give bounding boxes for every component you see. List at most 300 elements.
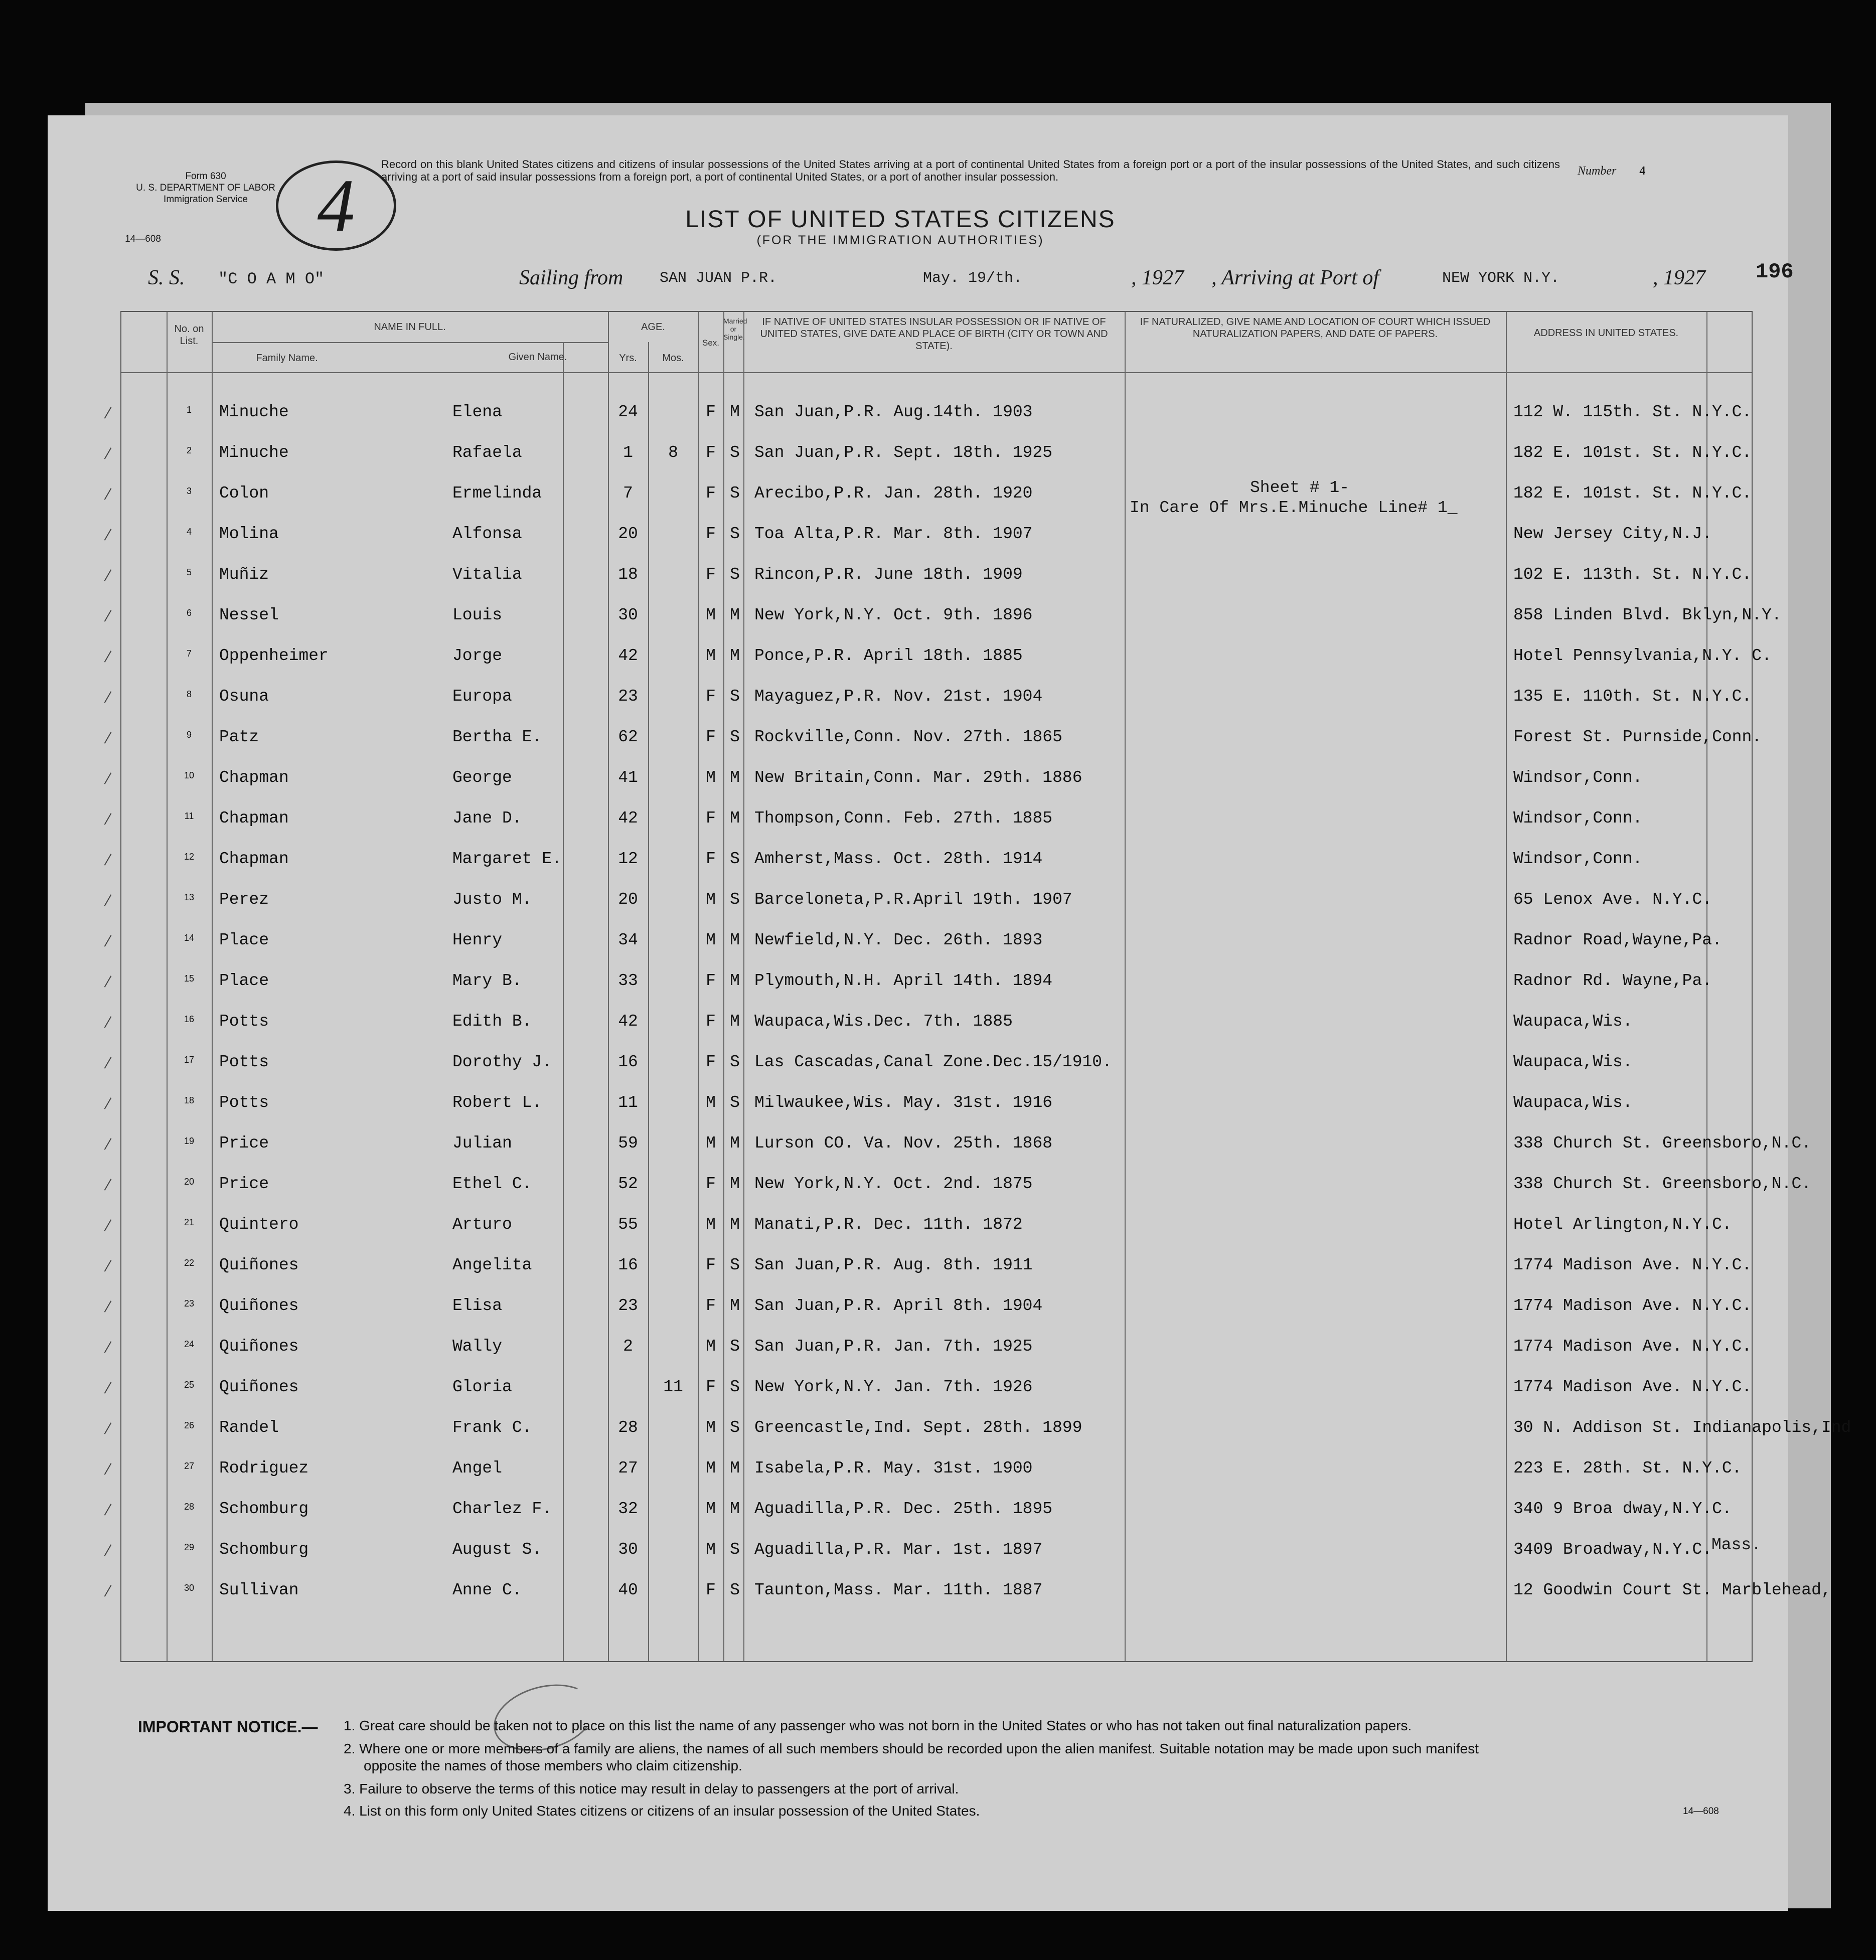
age-years: 20 <box>618 525 638 543</box>
row-number: 12 <box>184 852 195 862</box>
us-address: Windsor,Conn. <box>1513 768 1643 787</box>
age-years: 16 <box>618 1053 638 1071</box>
check-mark <box>104 935 112 947</box>
sex: F <box>706 1378 716 1396</box>
sex: F <box>706 565 716 584</box>
age-years: 18 <box>618 565 638 584</box>
age-years: 20 <box>618 890 638 909</box>
given-name: Arturo <box>452 1215 512 1234</box>
family-name: Schomburg <box>219 1540 309 1559</box>
row-number: 29 <box>184 1542 195 1552</box>
marital-status: S <box>730 1418 740 1437</box>
table-row <box>121 552 1752 592</box>
row-number: 25 <box>184 1380 195 1390</box>
row-number: 6 <box>186 608 192 618</box>
us-address: 112 W. 115th. St. N.Y.C. <box>1513 403 1752 421</box>
col-naturalized: IF NATURALIZED, GIVE NAME AND LOCATION OF COURT WHICH ISSUED NATURALIZATION PAPERS, AND DATE OF PAPERS. <box>1140 316 1491 340</box>
birth-place-date: Aguadilla,P.R. Mar. 1st. 1897 <box>754 1540 1043 1559</box>
check-mark <box>104 650 112 663</box>
birth-place-date: Amherst,Mass. Oct. 28th. 1914 <box>754 850 1043 868</box>
age-years: 59 <box>618 1134 638 1153</box>
given-name: Edith B. <box>452 1012 532 1031</box>
circled-number: 4 <box>276 160 396 251</box>
arriving-year: , 1927 <box>1653 266 1705 289</box>
given-name: Frank C. <box>452 1418 532 1437</box>
check-mark <box>104 569 112 581</box>
row-number: 20 <box>184 1177 195 1187</box>
birth-place-date: New York,N.Y. Jan. 7th. 1926 <box>754 1378 1033 1396</box>
marital-status: M <box>730 931 740 949</box>
row-number: 7 <box>186 648 192 659</box>
family-name: Colon <box>219 484 269 503</box>
sex: F <box>706 971 716 990</box>
table-row <box>121 593 1782 633</box>
given-name: Angel <box>452 1459 503 1478</box>
service: Immigration Service <box>164 194 248 205</box>
given-name: Jane D. <box>452 809 522 828</box>
family-name: Chapman <box>219 809 289 828</box>
given-name: Louis <box>452 606 503 624</box>
table-row <box>121 1527 1752 1567</box>
check-mark <box>104 813 112 825</box>
marital-status: M <box>730 768 740 787</box>
us-address: 338 Church St. Greensboro,N.C. <box>1513 1175 1812 1193</box>
sex: F <box>706 687 716 706</box>
us-address: 1774 Madison Ave. N.Y.C. <box>1513 1337 1752 1356</box>
table-row <box>121 1162 1812 1202</box>
given-name: August S. <box>452 1540 542 1559</box>
given-name: Rafaela <box>452 443 522 462</box>
department: U. S. DEPARTMENT OF LABOR <box>136 183 275 193</box>
birth-place-date: Thompson,Conn. Feb. 27th. 1885 <box>754 809 1053 828</box>
row-number: 5 <box>186 567 192 577</box>
given-name: Anne C. <box>452 1581 522 1599</box>
table-row <box>121 390 1752 430</box>
birth-place-date: San Juan,P.R. April 8th. 1904 <box>754 1296 1043 1315</box>
birth-place-date: Milwaukee,Wis. May. 31st. 1916 <box>754 1093 1053 1112</box>
table-row <box>121 1365 1752 1405</box>
col-mos: Mos. <box>662 353 684 364</box>
marital-status: S <box>730 1337 740 1356</box>
given-name: Justo M. <box>452 890 532 909</box>
marital-status: S <box>730 890 740 909</box>
voyage-line <box>148 260 1803 296</box>
arriving-port: NEW YORK N.Y. <box>1442 270 1560 287</box>
given-name: Ethel C. <box>452 1175 532 1193</box>
given-name: Bertha E. <box>452 728 542 746</box>
row-number: 9 <box>186 730 192 740</box>
given-name: Charlez F. <box>452 1500 552 1518</box>
marital-status: M <box>730 1215 740 1234</box>
family-name: Perez <box>219 890 269 909</box>
marital-status: M <box>730 1459 740 1478</box>
given-name: Elisa <box>452 1296 503 1315</box>
row-number: 15 <box>184 973 195 984</box>
page-number: 196 <box>1756 260 1794 284</box>
family-name: Patz <box>219 728 259 746</box>
given-name: Wally <box>452 1337 503 1356</box>
marital-status: S <box>730 565 740 584</box>
age-years: 42 <box>618 809 638 828</box>
given-name: Robert L. <box>452 1093 542 1112</box>
marital-status: M <box>730 606 740 624</box>
row-number: 8 <box>186 689 192 699</box>
birth-place-date: Toa Alta,P.R. Mar. 8th. 1907 <box>754 525 1033 543</box>
given-name: Henry <box>452 931 503 949</box>
notice-item-1: 1. Great care should be taken not to place on this list the name of any passenger who was not born in the United States or who has not taken out final naturalization papers. <box>344 1718 1412 1733</box>
check-mark <box>104 1097 112 1109</box>
table-row <box>121 1080 1752 1120</box>
marital-status: M <box>730 1500 740 1518</box>
family-name: Quiñones <box>219 1337 299 1356</box>
family-name: Quintero <box>219 1215 299 1234</box>
row-number: 19 <box>184 1136 195 1146</box>
table-row <box>121 1121 1812 1161</box>
age-years: 23 <box>618 1296 638 1315</box>
check-mark <box>104 488 112 500</box>
col-no: No. on List. <box>174 323 204 347</box>
age-months: 8 <box>668 443 678 462</box>
age-years: 42 <box>618 1012 638 1031</box>
us-address: Windsor,Conn. <box>1513 809 1643 828</box>
family-name: Potts <box>219 1012 269 1031</box>
birth-place-date: San Juan,P.R. Sept. 18th. 1925 <box>754 443 1053 462</box>
marital-status: M <box>730 1012 740 1031</box>
family-name: Price <box>219 1134 269 1153</box>
col-name: NAME IN FULL. <box>374 321 446 333</box>
check-mark <box>104 529 112 541</box>
sex: F <box>706 525 716 543</box>
form-code-top: 14—608 <box>125 234 161 244</box>
row-number: 30 <box>184 1583 195 1593</box>
check-mark <box>104 894 112 906</box>
sailing-date: May. 19/th. <box>923 270 1023 287</box>
check-mark <box>104 1016 112 1028</box>
table-row <box>121 837 1752 877</box>
birth-place-date: Rincon,P.R. June 18th. 1909 <box>754 565 1023 584</box>
age-years: 2 <box>623 1337 633 1356</box>
sex: M <box>706 1418 716 1437</box>
age-years: 12 <box>618 850 638 868</box>
age-years: 34 <box>618 931 638 949</box>
birth-place-date: Taunton,Mass. Mar. 11th. 1887 <box>754 1581 1043 1599</box>
birth-place-date: Greencastle,Ind. Sept. 28th. 1899 <box>754 1418 1082 1437</box>
marital-status: M <box>730 809 740 828</box>
check-mark <box>104 1585 112 1597</box>
family-name: Price <box>219 1175 269 1193</box>
us-address: 1774 Madison Ave. N.Y.C. <box>1513 1256 1752 1274</box>
given-name: Margaret E. <box>452 850 562 868</box>
birth-place-date: San Juan,P.R. Aug.14th. 1903 <box>754 403 1033 421</box>
sex: M <box>706 1337 716 1356</box>
row-number: 27 <box>184 1461 195 1471</box>
sex: F <box>706 1296 716 1315</box>
us-address: Waupaca,Wis. <box>1513 1012 1633 1031</box>
age-years: 30 <box>618 606 638 624</box>
form-number: Form 630 <box>185 171 226 182</box>
us-address: 182 E. 101st. St. N.Y.C. <box>1513 443 1752 462</box>
table-row <box>121 633 1772 674</box>
marital-status: M <box>730 971 740 990</box>
check-mark <box>104 1300 112 1313</box>
check-mark <box>104 1504 112 1516</box>
birth-place-date: San Juan,P.R. Jan. 7th. 1925 <box>754 1337 1033 1356</box>
birth-place-date: New York,N.Y. Oct. 2nd. 1875 <box>754 1175 1033 1193</box>
table-row <box>121 674 1752 714</box>
col-given: Given Name. <box>508 352 567 363</box>
notice-item-2b: opposite the names of those members who claim citizenship. <box>364 1758 742 1773</box>
check-mark <box>104 1057 112 1069</box>
marital-status: M <box>730 403 740 421</box>
sex: F <box>706 1175 716 1193</box>
us-address: 3409 Broadway,N.Y.C. <box>1513 1540 1712 1559</box>
row-number: 21 <box>184 1217 195 1227</box>
table-row <box>121 1202 1752 1242</box>
passenger-table <box>120 311 1851 1662</box>
sailing-port: SAN JUAN P.R. <box>660 270 777 287</box>
given-name: Vitalia <box>452 565 522 584</box>
us-address: 135 E. 110th. St. N.Y.C. <box>1513 687 1752 706</box>
sailing-year: , 1927 <box>1131 266 1184 289</box>
row-number: 23 <box>184 1298 195 1309</box>
sex: M <box>706 768 716 787</box>
sex: F <box>706 1012 716 1031</box>
ship-name: "C O A M O" <box>218 270 325 288</box>
table-row <box>121 1324 1752 1364</box>
age-years: 23 <box>618 687 638 706</box>
sex: F <box>706 403 716 421</box>
family-name: Chapman <box>219 768 289 787</box>
table-row <box>121 715 1762 755</box>
col-sex: Sex. <box>702 338 720 348</box>
given-name: Julian <box>452 1134 512 1153</box>
age-years: 11 <box>618 1093 638 1112</box>
table-row <box>121 999 1752 1039</box>
us-address: 12 Goodwin Court St. Marblehead, <box>1513 1581 1831 1599</box>
marital-status: S <box>730 525 740 543</box>
marital-status: M <box>730 646 740 665</box>
number-field: Number 4 <box>1578 165 1646 178</box>
table-row <box>121 1040 1752 1080</box>
sex: F <box>706 1256 716 1274</box>
row-number: 4 <box>186 527 192 537</box>
row-number: 24 <box>184 1339 195 1349</box>
birth-place-date: Waupaca,Wis.Dec. 7th. 1885 <box>754 1012 1013 1031</box>
table-row <box>121 755 1752 795</box>
birth-place-date: Mayaguez,P.R. Nov. 21st. 1904 <box>754 687 1043 706</box>
us-address: 223 E. 28th. St. N.Y.C. <box>1513 1459 1742 1478</box>
us-address: Windsor,Conn. <box>1513 850 1643 868</box>
sex: F <box>706 850 716 868</box>
family-name: Quiñones <box>219 1296 299 1315</box>
marital-status: S <box>730 728 740 746</box>
sailing-label: Sailing from <box>519 266 623 289</box>
row-number: 2 <box>186 445 192 455</box>
notice-item-2: 2. Where one or more members of a family are aliens, the names of all such members should be recorded upon the alien manifest. Suitable notation may be made upon such manifest <box>344 1741 1479 1756</box>
row-number: 28 <box>184 1502 195 1512</box>
manifest-page <box>48 115 1851 1911</box>
family-name: Place <box>219 931 269 949</box>
birth-place-date: San Juan,P.R. Aug. 8th. 1911 <box>754 1256 1033 1274</box>
marital-status: S <box>730 443 740 462</box>
marital-status: S <box>730 1540 740 1559</box>
table-row <box>121 1283 1752 1324</box>
check-mark <box>104 1544 112 1556</box>
sex: M <box>706 646 716 665</box>
sex: M <box>706 606 716 624</box>
us-address: 1774 Madison Ave. N.Y.C. <box>1513 1296 1752 1315</box>
us-address: 65 Lenox Ave. N.Y.C. <box>1513 890 1712 909</box>
us-address: 858 Linden Blvd. Bklyn,N.Y. <box>1513 606 1782 624</box>
table-row <box>121 1446 1752 1486</box>
sex: F <box>706 728 716 746</box>
check-mark <box>104 1219 112 1231</box>
family-name: Sullivan <box>219 1581 299 1599</box>
arriving-label: , Arriving at Port of <box>1211 266 1379 289</box>
given-name: Dorothy J. <box>452 1053 552 1071</box>
family-name: Minuche <box>219 403 289 421</box>
age-years: 27 <box>618 1459 638 1478</box>
row-number: 11 <box>184 811 194 821</box>
check-mark <box>104 1341 112 1353</box>
age-months: 11 <box>663 1378 683 1396</box>
marital-status: M <box>730 1175 740 1193</box>
age-years: 40 <box>618 1581 638 1599</box>
birth-place-date: Las Cascadas,Canal Zone.Dec.15/1910. <box>754 1053 1112 1071</box>
row-number: 3 <box>186 486 192 496</box>
check-mark <box>104 732 112 744</box>
row-number: 22 <box>184 1258 195 1268</box>
birth-place-date: Arecibo,P.R. Jan. 28th. 1920 <box>754 484 1033 503</box>
given-name: Elena <box>452 403 503 421</box>
check-mark <box>104 772 112 784</box>
us-address: 1774 Madison Ave. N.Y.C. <box>1513 1378 1752 1396</box>
us-address: Radnor Rd. Wayne,Pa. <box>1513 971 1712 990</box>
marital-status: M <box>730 1134 740 1153</box>
sex: F <box>706 1581 716 1599</box>
table-row <box>121 877 1752 917</box>
age-years: 42 <box>618 646 638 665</box>
row-number: 13 <box>184 892 195 902</box>
birth-place-date: Manati,P.R. Dec. 11th. 1872 <box>754 1215 1023 1234</box>
marital-status: S <box>730 1053 740 1071</box>
check-mark <box>104 854 112 866</box>
age-years: 30 <box>618 1540 638 1559</box>
check-mark <box>104 1463 112 1475</box>
check-mark <box>104 975 112 988</box>
age-years: 7 <box>623 484 633 503</box>
table-row <box>121 430 1752 470</box>
birth-place-date: Ponce,P.R. April 18th. 1885 <box>754 646 1023 665</box>
given-name: Gloria <box>452 1378 512 1396</box>
check-mark <box>104 407 112 419</box>
age-years: 33 <box>618 971 638 990</box>
notice-item-3: 3. Failure to observe the terms of this notice may result in delay to passengers at the port of arrival. <box>344 1781 959 1796</box>
age-years: 62 <box>618 728 638 746</box>
sex: M <box>706 1540 716 1559</box>
marital-status: S <box>730 850 740 868</box>
sheet-note: Sheet # 1- <box>1250 478 1350 497</box>
given-name: Alfonsa <box>452 525 522 543</box>
sex: M <box>706 1500 716 1518</box>
table-row <box>121 512 1752 552</box>
us-address: Waupaca,Wis. <box>1513 1093 1633 1112</box>
row-number: 17 <box>184 1055 195 1065</box>
age-years: 1 <box>623 443 633 462</box>
birth-place-date: New York,N.Y. Oct. 9th. 1896 <box>754 606 1033 624</box>
age-years: 52 <box>618 1175 638 1193</box>
table-row <box>121 1405 1851 1445</box>
family-name: Chapman <box>219 850 289 868</box>
given-name: George <box>452 768 512 787</box>
age-years: 24 <box>618 403 638 421</box>
marital-status: S <box>730 1256 740 1274</box>
table-row <box>121 918 1752 958</box>
sex: M <box>706 1215 716 1234</box>
us-address: 182 E. 101st. St. N.Y.C. <box>1513 484 1752 503</box>
check-mark <box>104 691 112 703</box>
form-code-bottom: 14—608 <box>1683 1806 1719 1817</box>
check-mark <box>104 447 112 459</box>
sex: M <box>706 1459 716 1478</box>
us-address: Hotel Pennsylvania,N.Y. C. <box>1513 646 1772 665</box>
family-name: Quiñones <box>219 1378 299 1396</box>
us-address: Forest St. Purnside,Conn. <box>1513 728 1762 746</box>
sex: F <box>706 809 716 828</box>
col-birth: IF NATIVE OF UNITED STATES INSULAR POSSESSION OR IF NATIVE OF UNITED STATES, GIVE DATE AND PLACE OF BIRTH (CITY OR TOWN AND STATE). <box>760 316 1108 352</box>
family-name: Quiñones <box>219 1256 299 1274</box>
col-age: AGE. <box>641 321 665 333</box>
check-mark <box>104 610 112 622</box>
us-address: 102 E. 113th. St. N.Y.C. <box>1513 565 1752 584</box>
age-years: 41 <box>618 768 638 787</box>
col-family: Family Name. <box>256 353 318 364</box>
row-number: 26 <box>184 1420 195 1430</box>
marital-status: M <box>730 1296 740 1315</box>
sex: M <box>706 931 716 949</box>
given-name: Ermelinda <box>452 484 542 503</box>
us-address: Waupaca,Wis. <box>1513 1053 1633 1071</box>
sex: M <box>706 1093 716 1112</box>
birth-place-date: Newfield,N.Y. Dec. 26th. 1893 <box>754 931 1043 949</box>
birth-place-date: Lurson CO. Va. Nov. 25th. 1868 <box>754 1134 1053 1153</box>
sex: M <box>706 1134 716 1153</box>
instructions-text: Record on this blank United States citizens and citizens of insular possessions of the United States arriving at a port of continental United States from a foreign port or a port of the insular possessions of the United States, and such citizens arriving at a port of said insular possessions from a foreign port, a port of continental United States, or a port of another insular possession. <box>381 158 1560 183</box>
family-name: Nessel <box>219 606 279 624</box>
col-address: ADDRESS IN UNITED STATES. <box>1533 328 1679 339</box>
birth-place-date: Aguadilla,P.R. Dec. 25th. 1895 <box>754 1500 1053 1518</box>
family-name: Osuna <box>219 687 269 706</box>
check-mark <box>104 1260 112 1272</box>
check-mark <box>104 1179 112 1191</box>
sex: F <box>706 484 716 503</box>
birth-place-date: New Britain,Conn. Mar. 29th. 1886 <box>754 768 1082 787</box>
sex: M <box>706 890 716 909</box>
table-row <box>121 796 1752 836</box>
family-name: Rodriguez <box>219 1459 309 1478</box>
family-name: Minuche <box>219 443 289 462</box>
us-address: 30 N. Addison St. Indianapolis,Ind <box>1513 1418 1851 1437</box>
table-row <box>121 958 1752 999</box>
row-number: 18 <box>184 1095 195 1105</box>
table-row <box>121 1243 1752 1283</box>
age-years: 16 <box>618 1256 638 1274</box>
family-name: Potts <box>219 1093 269 1112</box>
marital-status: S <box>730 484 740 503</box>
sex: F <box>706 443 716 462</box>
us-address: 338 Church St. Greensboro,N.C. <box>1513 1134 1812 1153</box>
table-row <box>121 1568 1831 1608</box>
